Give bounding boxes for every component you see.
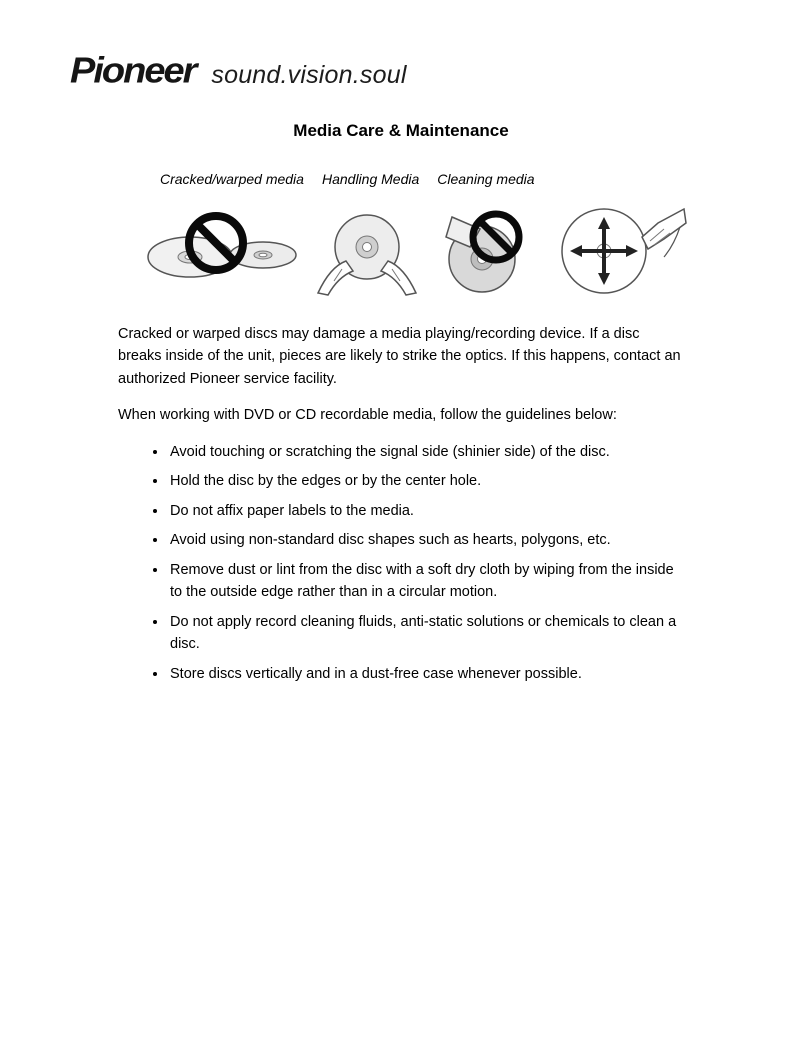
logo — [70, 50, 802, 93]
paragraph-cracked-discs: Cracked or warped discs may damage a media playing/recording device. If a disc breaks inside of the unit, pieces are likely to strike the optics. If this happens, contact an authorized Pioneer service facility. — [118, 326, 681, 387]
cleaning-media-illustration — [546, 197, 688, 297]
caption-handling-media: Handling Media — [321, 171, 420, 187]
page-title: Media Care & Maintenance — [293, 121, 509, 140]
list-item: • Avoid using non-standard disc shapes such as hearts, polygons, etc. — [168, 529, 684, 551]
handling-media-illustration — [312, 205, 422, 297]
caption-cleaning-media: Cleaning media — [437, 171, 535, 187]
figure-row — [146, 193, 802, 297]
list-item: • Hold the disc by the edges or by the center hole. — [168, 470, 684, 492]
list-item: • Remove dust or lint from the disc with a soft dry cloth by wiping from the inside to the outside edge rather than in a circular motion. — [168, 559, 684, 604]
list-item: • Do not apply record cleaning fluids, anti-static solutions or chemicals to clean a disc. — [168, 611, 684, 656]
list-item: • Store discs vertically and in a dust-free case whenever possible. — [168, 663, 684, 685]
no-cleaning-fluids-illustration — [436, 205, 532, 297]
body-content — [118, 323, 684, 685]
figure-captions — [160, 171, 802, 187]
logo-tagline: sound.vision.soul — [211, 61, 407, 89]
pioneer-logo: Pioneer — [70, 51, 196, 91]
paragraph-guidelines-intro: When working with DVD or CD recordable media, follow the guidelines below: — [118, 407, 617, 424]
list-item: • Avoid touching or scratching the signal side (shinier side) of the disc. — [168, 441, 684, 463]
guidelines-list — [118, 441, 684, 685]
cracked-warped-media-illustration — [146, 205, 298, 297]
caption-cracked-warped-media: Cracked/warped media — [160, 171, 304, 187]
list-item: • Do not affix paper labels to the media. — [168, 500, 684, 522]
